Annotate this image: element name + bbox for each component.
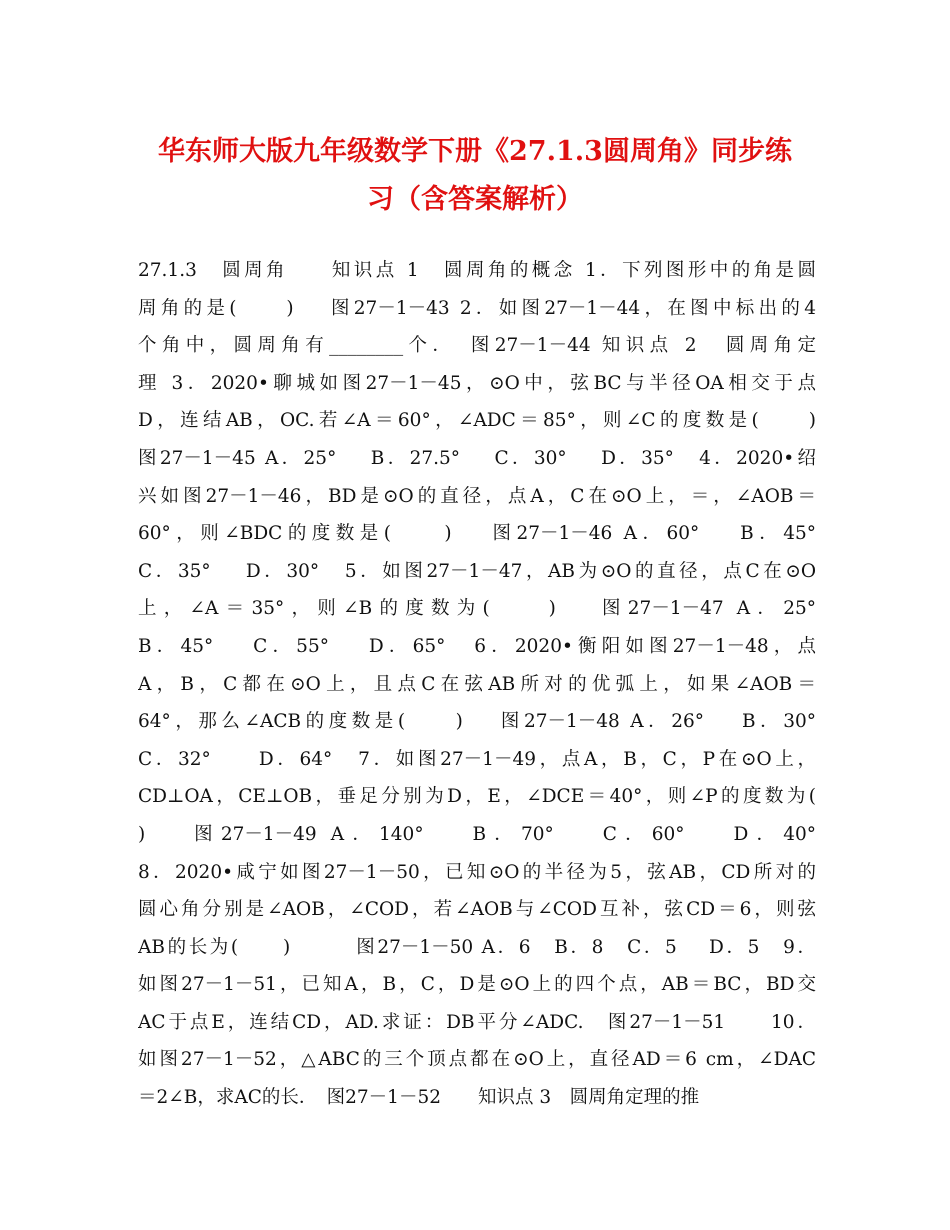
body-line: 27.1.3 圆周角 知识点 1 圆周角的概念 1．下列图形中的角是圆 bbox=[138, 260, 816, 281]
body-line: 兴如图27－1－46，BD是⊙O的直径，点A，C在⊙O上，＝，∠AOB＝ bbox=[138, 485, 816, 507]
body-line: 圆心角分别是∠AOB，∠COD，若∠AOB与∠COD互补，弦CD＝6，则弦 bbox=[138, 899, 816, 921]
body-line: B．45° C．55° D．65° 6．2020•衡阳如图27－1－48，点 bbox=[138, 635, 816, 657]
body-line: 图27－1－45 A．25° B．27.5° C．30° D．35° 4．2020•绍 bbox=[138, 447, 816, 469]
title-line-1: 华东师大版九年级数学下册《27.1.3圆周角》同步练 bbox=[158, 136, 792, 167]
body-line: 如图27－1－51，已知A，B，C，D是⊙O上的四个点，AB＝BC，BD交 bbox=[138, 974, 816, 996]
body-line: 周角的是( ) 图27－1－43 2．如图27－1－44，在图中标出的4 bbox=[138, 297, 816, 319]
body-line: C．32° D．64° 7．如图27－1－49，点A，B，C，P在⊙O上， bbox=[138, 748, 816, 770]
body-line: 个角中，圆周角有________个． 图27－1－44 知识点 2 圆周角定 bbox=[138, 335, 816, 357]
body-line: A，B，C都在⊙O上，且点C在弦AB所对的优弧上，如果∠AOB＝ bbox=[138, 673, 816, 695]
body-line: ) 图27－1－49 A．140° B．70° C．60° D．40° bbox=[138, 823, 816, 845]
body-line: ＝2∠B，求AC的长． 图27－1－52 知识点 3 圆周角定理的推 bbox=[138, 1087, 700, 1109]
body-line: 如图27－1－52，△ABC的三个顶点都在⊙O上，直径AD＝6 cm，∠DAC bbox=[138, 1049, 816, 1071]
body-line: 8．2020•咸宁如图27－1－50，已知⊙O的半径为5，弦AB，CD所对的 bbox=[138, 861, 816, 883]
document-body bbox=[138, 252, 816, 1117]
body-line: AB的长为( ) 图27－1－50 A．6 B．8 C．5 D．5 9． bbox=[138, 936, 816, 958]
body-line: 60°，则∠BDC的度数是( ) 图27－1－46 A．60° B．45° bbox=[138, 523, 816, 545]
body-line: D，连结AB，OC.若∠A＝60°，∠ADC＝85°，则∠C的度数是( ) bbox=[138, 410, 816, 432]
body-line: AC于点E，连结CD，AD.求证：DB平分∠ADC. 图27－1－51 10． bbox=[138, 1011, 816, 1033]
document-title bbox=[100, 128, 850, 224]
title-line-2: 习（含答案解析） bbox=[367, 184, 583, 215]
body-line: CD⊥OA，CE⊥OB，垂足分别为D，E，∠DCE＝40°，则∠P的度数为( bbox=[138, 786, 816, 808]
body-line: 64°，那么∠ACB的度数是( ) 图27－1－48 A．26° B．30° bbox=[138, 711, 816, 733]
body-line: 理 3．2020•聊城如图27－1－45，⊙O中，弦BC与半径OA相交于点 bbox=[138, 372, 816, 394]
body-line: C．35° D．30° 5．如图27－1－47，AB为⊙O的直径，点C在⊙O bbox=[138, 560, 816, 582]
body-line: 上，∠A＝35°，则∠B的度数为( ) 图27－1－47 A．25° bbox=[138, 598, 816, 620]
